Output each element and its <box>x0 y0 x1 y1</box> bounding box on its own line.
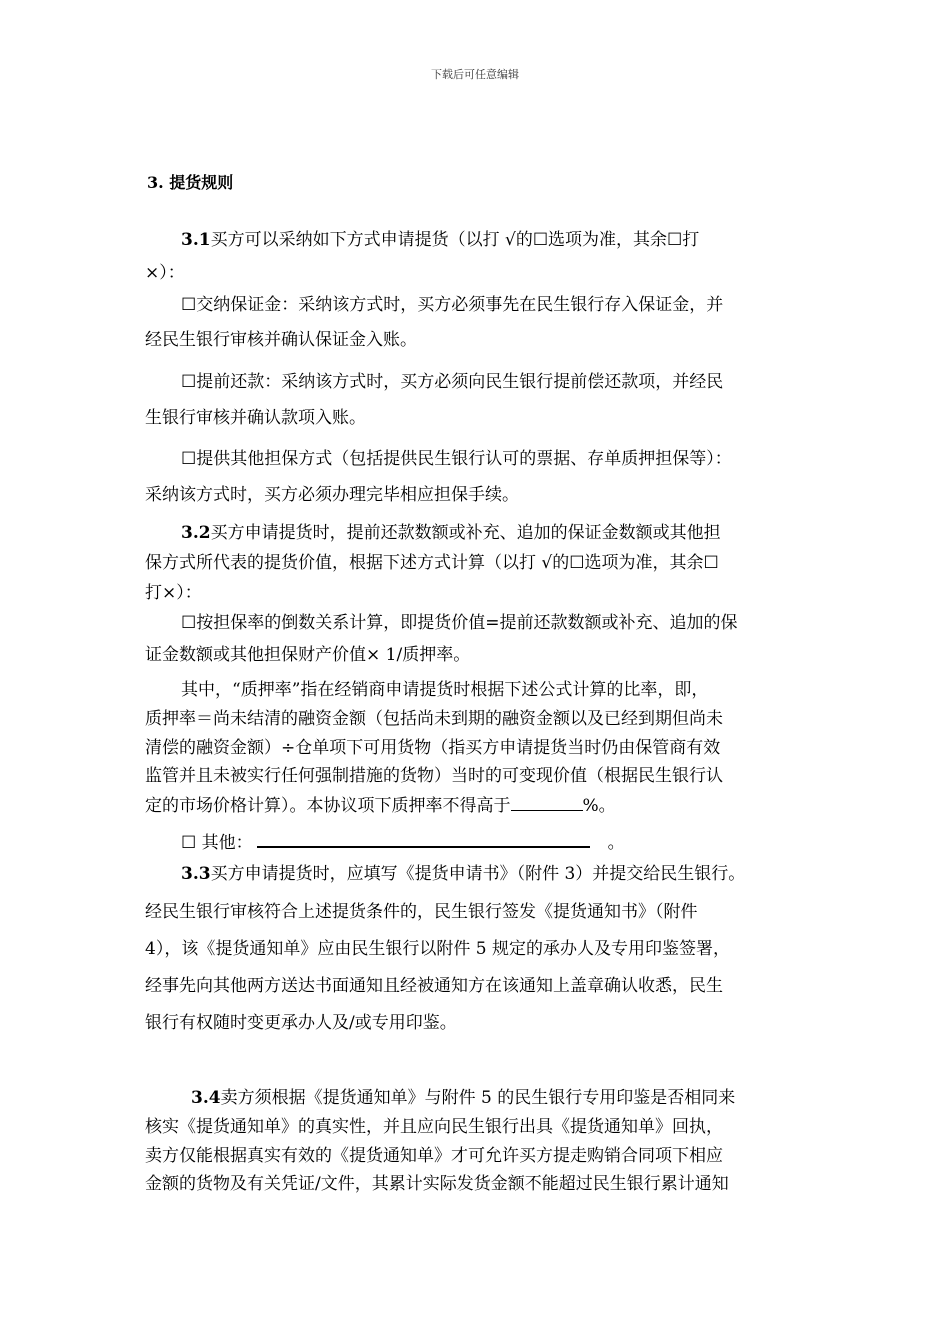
clause-text: 买方申请提货时，提前还款数额或补充、追加的保证金数额或其他担 <box>210 523 721 543</box>
clause-3-3-line-3: 4），该《提货通知单》应由民生银行以附件 5 规定的承办人及专用印鉴签署， <box>145 939 730 959</box>
option-ratio-line-1: ☐按担保率的倒数关系计算，即提货价值=提前还款数额或补充、追加的保 <box>181 613 738 633</box>
clause-3-2-line-1 <box>181 525 721 542</box>
ratio-text: 定的市场价格计算）。本协议项下质押率不得高于 <box>145 796 511 816</box>
section-title: 3. 提货规则 <box>147 173 234 192</box>
ratio-definition-line-5 <box>145 796 616 815</box>
clause-3-4-line-4: 金额的货物及有关凭证/文件，其累计实际发货金额不能超过民生银行累计通知 <box>145 1174 729 1194</box>
clause-3-3-line-1 <box>181 866 745 883</box>
clause-3-2-line-3: 打×）： <box>145 583 202 603</box>
option-repay-line-1: ☐提前还款：采纳该方式时，买方必须向民生银行提前偿还款项，并经民 <box>181 372 724 392</box>
clause-number: 3.2 <box>181 523 211 543</box>
clause-3-4-line-1 <box>191 1090 735 1107</box>
clause-number: 3.1 <box>181 230 211 250</box>
clause-3-1-line-1 <box>181 232 699 249</box>
clause-3-3-line-4: 经事先向其他两方送达书面通知且经被通知方在该通知上盖章确认收悉，民生 <box>145 976 723 996</box>
other-blank-field[interactable] <box>257 832 590 848</box>
clause-number: 3.3 <box>181 864 211 884</box>
clause-3-4-line-3: 卖方仅能根据真实有效的《提货通知单》才可允许买方提走购销合同项下相应 <box>145 1146 723 1166</box>
clause-3-1-line-2: ×）： <box>145 263 185 283</box>
clause-text: 买方可以采纳如下方式申请提货（以打 √的☐选项为准，其余☐打 <box>210 230 700 250</box>
clause-text: 买方申请提货时，应填写《提货申请书》（附件 3）并提交给民生银行。 <box>210 864 746 884</box>
option-other-line <box>181 832 625 852</box>
option-repay-line-2: 生银行审核并确认款项入账。 <box>145 408 366 428</box>
clause-3-4-line-2: 核实《提货通知单》的真实性，并且应向民生银行出具《提货通知单》回执， <box>145 1117 723 1137</box>
ratio-definition-line-1: 其中，“质押率”指在经销商申请提货时根据下述公式计算的比率，即， <box>181 680 709 700</box>
option-guarantee-line-2: 采纳该方式时，买方必须办理完毕相应担保手续。 <box>145 485 519 505</box>
option-deposit-line-1: ☐交纳保证金：采纳该方式时，买方必须事先在民生银行存入保证金，并 <box>181 295 724 315</box>
clause-3-2-line-2: 保方式所代表的提货价值，根据下述方式计算（以打 √的☐选项为准，其余☐ <box>145 553 719 573</box>
option-guarantee-line-1: ☐提供其他担保方式（包括提供民生银行认可的票据、存单质押担保等）： <box>181 449 732 469</box>
clause-3-3-line-5: 银行有权随时变更承办人及/或专用印鉴。 <box>145 1013 457 1033</box>
percent-sign: %。 <box>582 796 616 816</box>
page-header: 下载后可任意编辑 <box>431 68 519 81</box>
clause-number: 3.4 <box>191 1088 221 1108</box>
period: 。 <box>607 833 625 853</box>
ratio-definition-line-3: 清偿的融资金额）÷仓单项下可用货物（指买方申请提货当时仍由保管商有效 <box>145 738 721 758</box>
option-deposit-line-2: 经民生银行审核并确认保证金入账。 <box>145 330 417 350</box>
ratio-definition-line-4: 监管并且未被实行任何强制措施的货物）当时的可变现价值（根据民生银行认 <box>145 766 723 786</box>
option-ratio-line-2: 证金数额或其他担保财产价值× 1/质押率。 <box>145 645 471 665</box>
ratio-definition-line-2: 质押率＝尚未结清的融资金额（包括尚未到期的融资金额以及已经到期但尚未 <box>145 709 723 729</box>
ratio-blank-field[interactable] <box>511 796 583 811</box>
clause-3-3-line-2: 经民生银行审核符合上述提货条件的，民生银行签发《提货通知书》（附件 <box>145 902 698 922</box>
option-other-label: ☐ 其他： <box>181 833 253 853</box>
clause-text: 卖方须根据《提货通知单》与附件 5 的民生银行专用印鉴是否相同来 <box>220 1088 736 1108</box>
